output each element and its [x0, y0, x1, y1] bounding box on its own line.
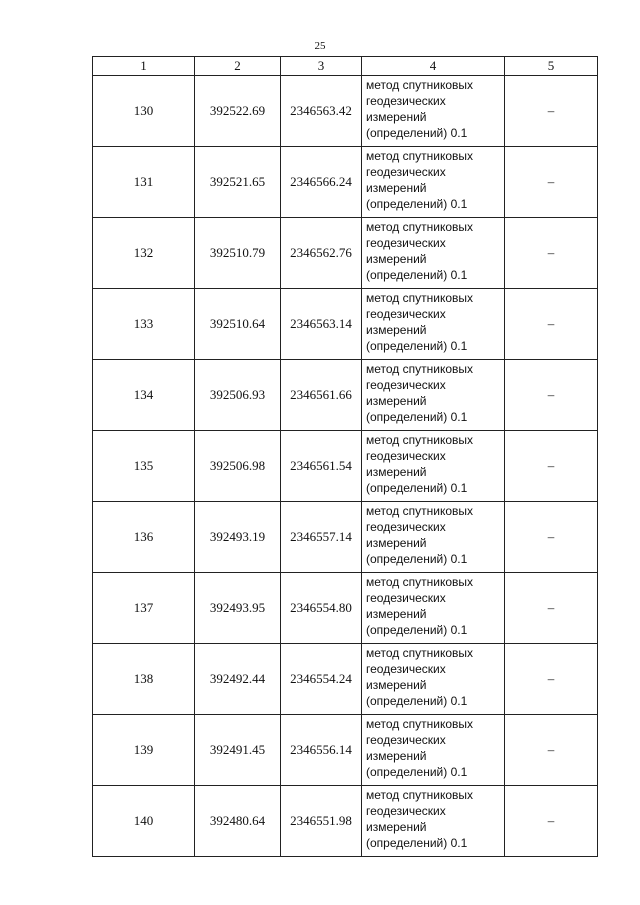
method-text-line: геодезических	[366, 733, 446, 747]
note-cell: –	[505, 644, 598, 715]
note-cell: –	[505, 502, 598, 573]
method-text-line: измерений	[366, 181, 427, 195]
y-coordinate-cell: 2346566.24	[281, 147, 362, 218]
method-cell	[362, 715, 505, 786]
y-coordinate-cell: 2346556.14	[281, 715, 362, 786]
table-row	[93, 573, 598, 644]
method-text-line: измерений	[366, 536, 427, 550]
y-coordinate-cell: 2346563.14	[281, 289, 362, 360]
y-coordinate-cell: 2346554.24	[281, 644, 362, 715]
method-text-line: (определений) 0.1	[366, 268, 468, 282]
method-text-line: (определений) 0.1	[366, 197, 468, 211]
table-row	[93, 147, 598, 218]
x-coordinate-cell: 392480.64	[195, 786, 281, 857]
method-text-line: метод спутниковых	[366, 788, 474, 802]
note-cell: –	[505, 289, 598, 360]
method-text-line: метод спутниковых	[366, 220, 474, 234]
point-number-cell: 133	[93, 289, 195, 360]
note-cell: –	[505, 786, 598, 857]
x-coordinate-cell: 392506.98	[195, 431, 281, 502]
point-number-cell: 131	[93, 147, 195, 218]
column-header-3: 3	[281, 57, 362, 76]
method-text-line: (определений) 0.1	[366, 481, 468, 495]
method-text-line: геодезических	[366, 236, 446, 250]
point-number-cell: 135	[93, 431, 195, 502]
method-text-line: геодезических	[366, 94, 446, 108]
x-coordinate-cell: 392510.64	[195, 289, 281, 360]
column-header-1: 1	[93, 57, 195, 76]
method-text-line: метод спутниковых	[366, 504, 474, 518]
column-header-5: 5	[505, 57, 598, 76]
method-cell	[362, 786, 505, 857]
method-text-line: измерений	[366, 323, 427, 337]
note-cell: –	[505, 147, 598, 218]
method-text-line: измерений	[366, 394, 427, 408]
x-coordinate-cell: 392510.79	[195, 218, 281, 289]
method-text-line: измерений	[366, 820, 427, 834]
method-cell	[362, 502, 505, 573]
method-cell	[362, 218, 505, 289]
method-text-line: геодезических	[366, 307, 446, 321]
method-cell	[362, 147, 505, 218]
x-coordinate-cell: 392522.69	[195, 76, 281, 147]
y-coordinate-cell: 2346562.76	[281, 218, 362, 289]
method-text-line: геодезических	[366, 591, 446, 605]
point-number-cell: 132	[93, 218, 195, 289]
method-text-line: метод спутниковых	[366, 149, 474, 163]
table-body	[93, 76, 598, 857]
method-text-line: измерений	[366, 252, 427, 266]
note-cell: –	[505, 360, 598, 431]
table-row	[93, 502, 598, 573]
method-text-line: геодезических	[366, 662, 446, 676]
point-number-cell: 130	[93, 76, 195, 147]
method-cell	[362, 76, 505, 147]
x-coordinate-cell: 392491.45	[195, 715, 281, 786]
method-text-line: измерений	[366, 749, 427, 763]
note-cell: –	[505, 76, 598, 147]
page-number: 25	[314, 40, 326, 52]
table-row	[93, 360, 598, 431]
x-coordinate-cell: 392492.44	[195, 644, 281, 715]
point-number-cell: 140	[93, 786, 195, 857]
point-number-cell: 138	[93, 644, 195, 715]
y-coordinate-cell: 2346561.54	[281, 431, 362, 502]
point-number-cell: 137	[93, 573, 195, 644]
table-header-row	[93, 57, 598, 76]
x-coordinate-cell: 392506.93	[195, 360, 281, 431]
method-text-line: измерений	[366, 678, 427, 692]
y-coordinate-cell: 2346563.42	[281, 76, 362, 147]
note-cell: –	[505, 573, 598, 644]
method-text-line: геодезических	[366, 165, 446, 179]
y-coordinate-cell: 2346551.98	[281, 786, 362, 857]
x-coordinate-cell: 392493.19	[195, 502, 281, 573]
table-row	[93, 431, 598, 502]
method-text-line: геодезических	[366, 804, 446, 818]
method-cell	[362, 289, 505, 360]
method-text-line: (определений) 0.1	[366, 339, 468, 353]
method-text-line: (определений) 0.1	[366, 623, 468, 637]
method-text-line: метод спутниковых	[366, 717, 474, 731]
method-text-line: геодезических	[366, 520, 446, 534]
method-text-line: метод спутниковых	[366, 646, 474, 660]
method-text-line: (определений) 0.1	[366, 410, 468, 424]
x-coordinate-cell: 392493.95	[195, 573, 281, 644]
method-text-line: измерений	[366, 110, 427, 124]
y-coordinate-cell: 2346561.66	[281, 360, 362, 431]
table-row	[93, 218, 598, 289]
method-text-line: (определений) 0.1	[366, 126, 468, 140]
table-row	[93, 289, 598, 360]
method-text-line: измерений	[366, 607, 427, 621]
method-cell	[362, 431, 505, 502]
point-number-cell: 134	[93, 360, 195, 431]
point-number-cell: 136	[93, 502, 195, 573]
point-number-cell: 139	[93, 715, 195, 786]
y-coordinate-cell: 2346557.14	[281, 502, 362, 573]
table-row	[93, 786, 598, 857]
method-text-line: метод спутниковых	[366, 78, 474, 92]
method-cell	[362, 644, 505, 715]
method-text-line: (определений) 0.1	[366, 836, 468, 850]
note-cell: –	[505, 431, 598, 502]
method-text-line: метод спутниковых	[366, 575, 474, 589]
column-header-4: 4	[362, 57, 505, 76]
method-text-line: (определений) 0.1	[366, 552, 468, 566]
table-row	[93, 644, 598, 715]
method-cell	[362, 360, 505, 431]
method-text-line: (определений) 0.1	[366, 765, 468, 779]
coordinates-table	[92, 56, 598, 857]
method-text-line: (определений) 0.1	[366, 694, 468, 708]
y-coordinate-cell: 2346554.80	[281, 573, 362, 644]
method-text-line: метод спутниковых	[366, 291, 474, 305]
method-text-line: метод спутниковых	[366, 362, 474, 376]
table-row	[93, 76, 598, 147]
method-text-line: измерений	[366, 465, 427, 479]
x-coordinate-cell: 392521.65	[195, 147, 281, 218]
column-header-2: 2	[195, 57, 281, 76]
note-cell: –	[505, 218, 598, 289]
method-text-line: геодезических	[366, 449, 446, 463]
note-cell: –	[505, 715, 598, 786]
table-row	[93, 715, 598, 786]
method-cell	[362, 573, 505, 644]
method-text-line: геодезических	[366, 378, 446, 392]
method-text-line: метод спутниковых	[366, 433, 474, 447]
